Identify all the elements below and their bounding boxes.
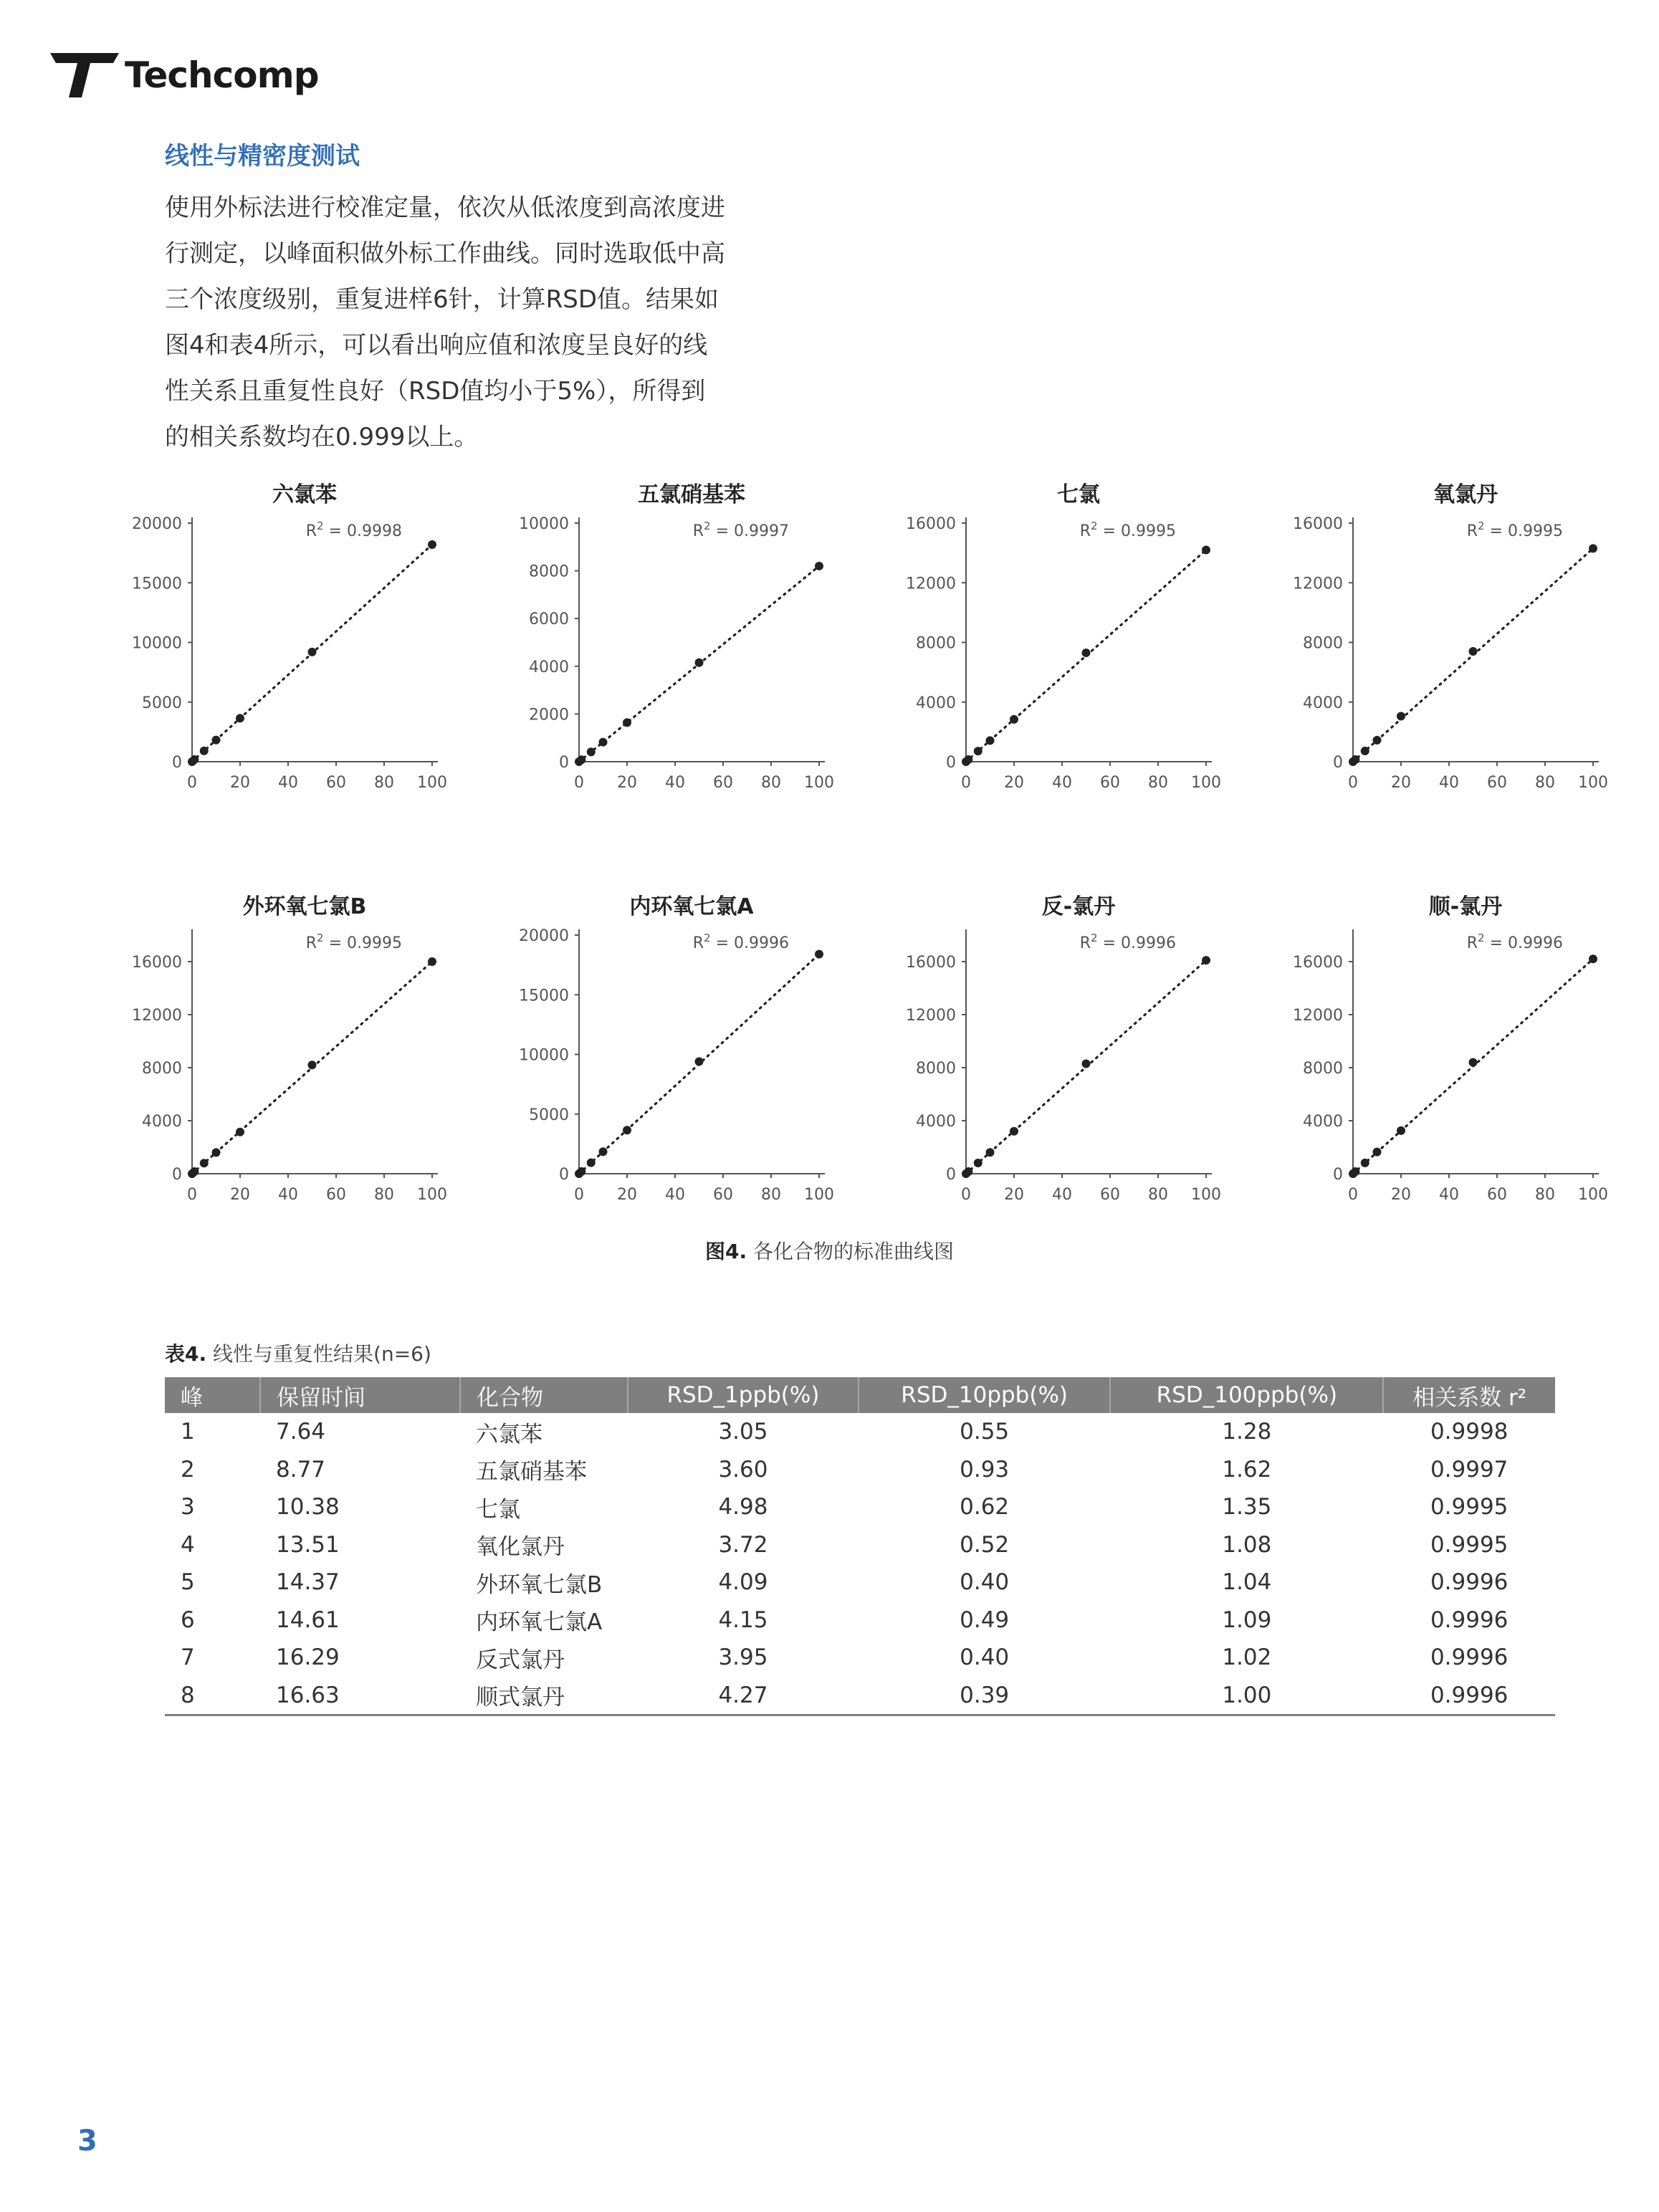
table-row xyxy=(165,1526,1555,1564)
cell-peak: 4 xyxy=(181,1531,195,1558)
x-tick-label: 60 xyxy=(713,1186,733,1204)
chart-heptachlor-epoxide-a xyxy=(494,892,853,1215)
data-point xyxy=(308,648,317,656)
cell-rsd-10ppb: 0.39 xyxy=(859,1677,1110,1715)
paragraph-line: 图4和表4所示，可以看出响应值和浓度呈良好的线 xyxy=(165,331,708,360)
data-point xyxy=(190,1167,199,1176)
cell-retention-time: 7.64 xyxy=(276,1419,326,1445)
x-tick-label: 20 xyxy=(617,774,637,792)
cell-rsd-100ppb: 1.04 xyxy=(1222,1569,1272,1596)
data-point xyxy=(212,1148,221,1157)
chart-title: 六氯苯 xyxy=(272,482,337,507)
y-tick-label: 20000 xyxy=(132,515,182,533)
table-header-row xyxy=(165,1377,1555,1413)
chart-oxychlordane xyxy=(1268,480,1627,803)
x-tick-label: 0 xyxy=(574,774,584,792)
y-tick-label: 10000 xyxy=(519,515,569,533)
cell-r2: 0.9996 xyxy=(1430,1569,1509,1596)
cell-rsd-10ppb: 0.93 xyxy=(960,1456,1010,1483)
y-tick-label: 4000 xyxy=(1303,1113,1343,1131)
cell-peak: 8 xyxy=(165,1677,260,1715)
x-tick-label: 60 xyxy=(1100,1186,1120,1204)
chart-title: 外环氧七氯B xyxy=(242,894,367,919)
table-caption xyxy=(165,1339,431,1367)
data-point xyxy=(815,562,823,570)
col-header-rsd-100ppb: RSD_100ppb(%) xyxy=(1110,1377,1383,1413)
x-tick-label: 20 xyxy=(1391,1186,1411,1204)
chart-title: 顺-氯丹 xyxy=(1428,894,1503,919)
data-point xyxy=(1469,647,1478,656)
y-tick-label: 4000 xyxy=(1303,694,1343,712)
x-tick-label: 60 xyxy=(326,1186,346,1204)
data-point xyxy=(1082,648,1091,657)
r2-label: $R^2 = 0.9995$ xyxy=(1466,520,1563,540)
cell-retention-time: 13.51 xyxy=(276,1531,340,1558)
cell-peak: 7 xyxy=(181,1644,195,1671)
cell-peak: 3 xyxy=(181,1494,195,1521)
cell-retention-time: 16.29 xyxy=(276,1644,340,1671)
x-tick-label: 100 xyxy=(804,1186,834,1204)
y-tick-label: 16000 xyxy=(132,954,182,972)
cell-rsd-10ppb: 0.49 xyxy=(960,1607,1010,1633)
x-tick-label: 0 xyxy=(1348,1186,1358,1204)
col-header-retention-time: 保留时间 xyxy=(260,1377,460,1413)
cell-r2: 0.9998 xyxy=(1430,1419,1509,1445)
r2-label: $R^2 = 0.9996$ xyxy=(1079,932,1176,952)
y-tick-label: 0 xyxy=(172,754,182,772)
x-tick-label: 60 xyxy=(326,774,346,792)
data-point xyxy=(577,755,585,764)
x-tick-label: 0 xyxy=(961,774,971,792)
cell-retention-time: 8.77 xyxy=(276,1456,326,1483)
x-tick-label: 80 xyxy=(1148,1186,1168,1204)
data-point xyxy=(599,738,608,747)
chart-hexachlorobenzene xyxy=(107,480,466,803)
x-tick-label: 20 xyxy=(617,1186,637,1204)
y-tick-label: 0 xyxy=(946,754,956,772)
paragraph-line: 行测定，以峰面积做外标工作曲线。同时选取低中高 xyxy=(165,239,725,268)
chart-pentachloronitrobenzene xyxy=(494,480,853,803)
cell-rsd-100ppb: 1.02 xyxy=(1222,1644,1272,1671)
table-row xyxy=(165,1639,1555,1677)
x-tick-label: 80 xyxy=(374,1186,394,1204)
y-tick-label: 0 xyxy=(172,1166,182,1184)
y-tick-label: 12000 xyxy=(906,1007,956,1025)
x-tick-label: 40 xyxy=(1052,1186,1072,1204)
data-point xyxy=(974,747,983,755)
cell-r2: 0.9995 xyxy=(1430,1494,1509,1521)
cell-rsd-1ppb: 3.95 xyxy=(718,1644,768,1671)
cell-rsd-100ppb: 1.08 xyxy=(1222,1531,1272,1558)
x-tick-label: 100 xyxy=(1191,1186,1221,1204)
results-table xyxy=(165,1377,1555,1716)
x-tick-label: 100 xyxy=(417,1186,447,1204)
data-point xyxy=(1373,1148,1382,1157)
data-point xyxy=(986,1148,995,1157)
x-tick-label: 40 xyxy=(1052,774,1072,792)
data-point xyxy=(623,1126,631,1134)
x-tick-label: 100 xyxy=(1191,774,1221,792)
y-tick-label: 16000 xyxy=(906,954,956,972)
table-row xyxy=(165,1413,1555,1451)
cell-rsd-1ppb: 4.27 xyxy=(628,1677,859,1715)
paragraph-line: 三个浓度级别，重复进样6针，计算RSD值。结果如 xyxy=(165,285,719,314)
r2-label: $R^2 = 0.9998$ xyxy=(305,520,402,540)
cell-rsd-1ppb: 3.05 xyxy=(718,1419,768,1445)
table-row xyxy=(165,1564,1555,1601)
x-tick-label: 80 xyxy=(761,1186,781,1204)
chart-heptachlor-epoxide-b xyxy=(107,892,466,1215)
y-tick-label: 15000 xyxy=(519,987,569,1005)
x-tick-label: 80 xyxy=(1148,774,1168,792)
x-tick-label: 0 xyxy=(961,1186,971,1204)
col-header-compound: 化合物 xyxy=(460,1377,628,1413)
data-point xyxy=(1010,1127,1018,1136)
y-tick-label: 8000 xyxy=(916,634,956,653)
data-point xyxy=(577,1167,585,1176)
table-row xyxy=(165,1601,1555,1639)
cell-r2: 0.9996 xyxy=(1430,1644,1509,1671)
data-point xyxy=(236,714,244,722)
x-tick-label: 60 xyxy=(1487,1186,1507,1204)
data-point xyxy=(1082,1059,1091,1068)
data-point xyxy=(1373,736,1382,744)
cell-rsd-10ppb: 0.40 xyxy=(960,1569,1010,1596)
brand-name: Techcomp xyxy=(125,54,319,96)
data-point xyxy=(1010,715,1018,724)
x-tick-label: 40 xyxy=(665,1186,685,1204)
y-tick-label: 2000 xyxy=(529,706,569,724)
cell-compound: 外环氧七氯B xyxy=(476,1571,603,1598)
y-tick-label: 8000 xyxy=(1303,634,1343,653)
x-tick-label: 100 xyxy=(1578,774,1608,792)
x-tick-label: 20 xyxy=(1004,774,1024,792)
cell-compound: 五氯硝基苯 xyxy=(476,1459,587,1485)
x-tick-label: 80 xyxy=(761,774,781,792)
cell-peak: 2 xyxy=(181,1456,195,1483)
x-tick-label: 20 xyxy=(230,774,250,792)
figure-caption-text: 各化合物的标准曲线图 xyxy=(747,1240,955,1263)
col-header-rsd-1ppb: RSD_1ppb(%) xyxy=(628,1377,859,1413)
cell-compound: 反式氯丹 xyxy=(476,1647,565,1673)
x-tick-label: 20 xyxy=(230,1186,250,1204)
data-point xyxy=(1589,954,1597,963)
y-tick-label: 12000 xyxy=(906,575,956,593)
data-point xyxy=(587,1159,596,1167)
x-tick-label: 0 xyxy=(1348,774,1358,792)
cell-rsd-10ppb: 0.55 xyxy=(960,1419,1010,1445)
chart-title: 七氯 xyxy=(1057,482,1100,507)
data-point xyxy=(200,1159,209,1167)
cell-peak: 5 xyxy=(181,1569,195,1596)
y-tick-label: 8000 xyxy=(142,1060,182,1078)
data-point xyxy=(190,755,199,764)
cell-rsd-1ppb: 4.09 xyxy=(718,1569,768,1596)
y-tick-label: 5000 xyxy=(529,1106,569,1124)
data-point xyxy=(236,1128,244,1136)
cell-rsd-10ppb: 0.62 xyxy=(960,1494,1010,1521)
cell-r2: 0.9996 xyxy=(1383,1677,1555,1715)
cell-retention-time: 16.63 xyxy=(260,1677,460,1715)
cell-retention-time: 10.38 xyxy=(276,1494,340,1521)
chart-title: 内环氧七氯A xyxy=(629,894,754,919)
data-point xyxy=(1469,1058,1478,1067)
data-point xyxy=(1351,755,1359,764)
data-point xyxy=(964,755,972,764)
cell-retention-time: 14.61 xyxy=(276,1607,340,1633)
y-tick-label: 8000 xyxy=(529,562,569,581)
data-point xyxy=(599,1147,608,1156)
y-tick-label: 16000 xyxy=(1293,515,1343,533)
table-row xyxy=(165,1677,1555,1715)
y-tick-label: 5000 xyxy=(142,694,182,712)
chart-cis-chlordane xyxy=(1268,892,1627,1215)
table-row xyxy=(165,1451,1555,1489)
cell-r2: 0.9996 xyxy=(1430,1607,1509,1633)
cell-peak: 1 xyxy=(181,1419,195,1445)
x-tick-label: 100 xyxy=(804,774,834,792)
cell-compound: 顺式氯丹 xyxy=(460,1677,628,1715)
y-tick-label: 15000 xyxy=(132,575,182,593)
x-tick-label: 40 xyxy=(278,774,298,792)
x-tick-label: 80 xyxy=(374,774,394,792)
data-point xyxy=(1202,956,1210,964)
data-point xyxy=(986,736,995,744)
cell-r2: 0.9997 xyxy=(1430,1456,1509,1483)
x-tick-label: 0 xyxy=(574,1186,584,1204)
data-point xyxy=(974,1159,983,1167)
cell-compound: 内环氧七氯A xyxy=(476,1609,603,1636)
data-point xyxy=(1397,1126,1405,1135)
y-tick-label: 0 xyxy=(559,1166,569,1184)
x-tick-label: 20 xyxy=(1004,1186,1024,1204)
x-tick-label: 40 xyxy=(1439,1186,1459,1204)
cell-peak: 6 xyxy=(181,1607,195,1633)
y-tick-label: 4000 xyxy=(916,1113,956,1131)
techcomp-logo-icon xyxy=(50,53,119,97)
x-tick-label: 60 xyxy=(1487,774,1507,792)
r2-label: $R^2 = 0.9995$ xyxy=(1079,520,1176,540)
y-tick-label: 0 xyxy=(946,1166,956,1184)
brand-logo xyxy=(50,50,319,100)
y-tick-label: 0 xyxy=(559,754,569,772)
y-tick-label: 16000 xyxy=(1293,954,1343,972)
table-caption-label: 表4. xyxy=(165,1342,207,1366)
x-tick-label: 100 xyxy=(417,774,447,792)
cell-compound: 氧化氯丹 xyxy=(476,1534,565,1561)
x-tick-label: 60 xyxy=(1100,774,1120,792)
y-tick-label: 4000 xyxy=(529,658,569,676)
x-tick-label: 40 xyxy=(665,774,685,792)
body-paragraph xyxy=(165,185,767,460)
cell-rsd-1ppb: 4.15 xyxy=(718,1607,768,1633)
data-point xyxy=(200,747,209,755)
data-point xyxy=(623,718,631,727)
data-point xyxy=(1351,1167,1359,1176)
x-tick-label: 80 xyxy=(1535,774,1555,792)
cell-compound: 六氯苯 xyxy=(476,1421,542,1447)
y-tick-label: 0 xyxy=(1333,1166,1343,1184)
cell-r2: 0.9995 xyxy=(1430,1531,1509,1558)
chart-heptachlor xyxy=(881,480,1240,803)
data-point xyxy=(1397,712,1405,721)
data-point xyxy=(815,950,823,959)
y-tick-label: 8000 xyxy=(916,1060,956,1078)
x-tick-label: 40 xyxy=(278,1186,298,1204)
data-point xyxy=(964,1167,972,1176)
cell-rsd-1ppb: 3.60 xyxy=(718,1456,768,1483)
data-point xyxy=(428,540,436,549)
cell-rsd-100ppb: 1.35 xyxy=(1222,1494,1272,1521)
paragraph-line: 使用外标法进行校准定量，依次从低浓度到高浓度进 xyxy=(165,193,725,222)
y-tick-label: 4000 xyxy=(916,694,956,712)
x-tick-label: 0 xyxy=(187,774,197,792)
cell-rsd-1ppb: 3.72 xyxy=(718,1531,768,1558)
data-point xyxy=(308,1060,317,1069)
cell-rsd-1ppb: 4.98 xyxy=(718,1494,768,1521)
page-number: 3 xyxy=(77,2125,97,2158)
table-row xyxy=(165,1488,1555,1526)
chart-title: 反-氯丹 xyxy=(1041,894,1116,919)
cell-rsd-100ppb: 1.00 xyxy=(1110,1677,1383,1715)
chart-title: 五氯硝基苯 xyxy=(638,482,745,507)
paragraph-line: 的相关系数均在0.999以上。 xyxy=(165,423,479,451)
r2-label: $R^2 = 0.9997$ xyxy=(692,520,789,540)
chart-title: 氧氯丹 xyxy=(1433,482,1498,507)
r2-label: $R^2 = 0.9996$ xyxy=(692,932,789,952)
x-tick-label: 40 xyxy=(1439,774,1459,792)
col-header-rsd-10ppb: RSD_10ppb(%) xyxy=(859,1377,1110,1413)
cell-rsd-10ppb: 0.52 xyxy=(960,1531,1010,1558)
table-caption-text: 线性与重复性结果(n=6) xyxy=(206,1342,431,1366)
cell-rsd-10ppb: 0.40 xyxy=(960,1644,1010,1671)
y-tick-label: 8000 xyxy=(1303,1060,1343,1078)
y-tick-label: 0 xyxy=(1333,754,1343,772)
x-tick-label: 20 xyxy=(1391,774,1411,792)
x-tick-label: 80 xyxy=(1535,1186,1555,1204)
y-tick-label: 20000 xyxy=(519,927,569,945)
figure-caption-label: 图4. xyxy=(704,1240,747,1263)
y-tick-label: 10000 xyxy=(519,1046,569,1065)
data-point xyxy=(695,1057,704,1066)
col-header-r2: 相关系数 r² xyxy=(1383,1377,1555,1413)
r2-label: $R^2 = 0.9995$ xyxy=(305,932,402,952)
cell-rsd-100ppb: 1.28 xyxy=(1222,1419,1272,1445)
x-tick-label: 0 xyxy=(187,1186,197,1204)
cell-rsd-100ppb: 1.62 xyxy=(1222,1456,1272,1483)
data-point xyxy=(212,736,221,744)
y-tick-label: 12000 xyxy=(1293,1007,1343,1025)
figure-caption xyxy=(0,1236,1659,1265)
y-tick-label: 16000 xyxy=(906,515,956,533)
section-title: 线性与精密度测试 xyxy=(165,142,360,171)
chart-trans-chlordane xyxy=(881,892,1240,1215)
data-point xyxy=(1202,545,1210,554)
y-tick-label: 10000 xyxy=(132,634,182,653)
data-point xyxy=(695,659,704,667)
y-tick-label: 4000 xyxy=(142,1113,182,1131)
paragraph-line: 性关系且重复性良好（RSD值均小于5%），所得到 xyxy=(165,377,706,406)
x-tick-label: 100 xyxy=(1578,1186,1608,1204)
x-tick-label: 60 xyxy=(713,774,733,792)
cell-compound: 七氯 xyxy=(476,1496,520,1523)
cell-rsd-100ppb: 1.09 xyxy=(1222,1607,1272,1633)
y-tick-label: 12000 xyxy=(132,1007,182,1025)
r2-label: $R^2 = 0.9996$ xyxy=(1466,932,1563,952)
data-point xyxy=(1361,1159,1369,1167)
cell-retention-time: 14.37 xyxy=(276,1569,340,1596)
y-tick-label: 6000 xyxy=(529,611,569,629)
data-point xyxy=(428,957,436,966)
data-point xyxy=(1361,747,1369,755)
y-tick-label: 12000 xyxy=(1293,575,1343,593)
col-header-peak: 峰 xyxy=(165,1377,260,1413)
data-point xyxy=(587,747,596,756)
data-point xyxy=(1589,544,1597,552)
